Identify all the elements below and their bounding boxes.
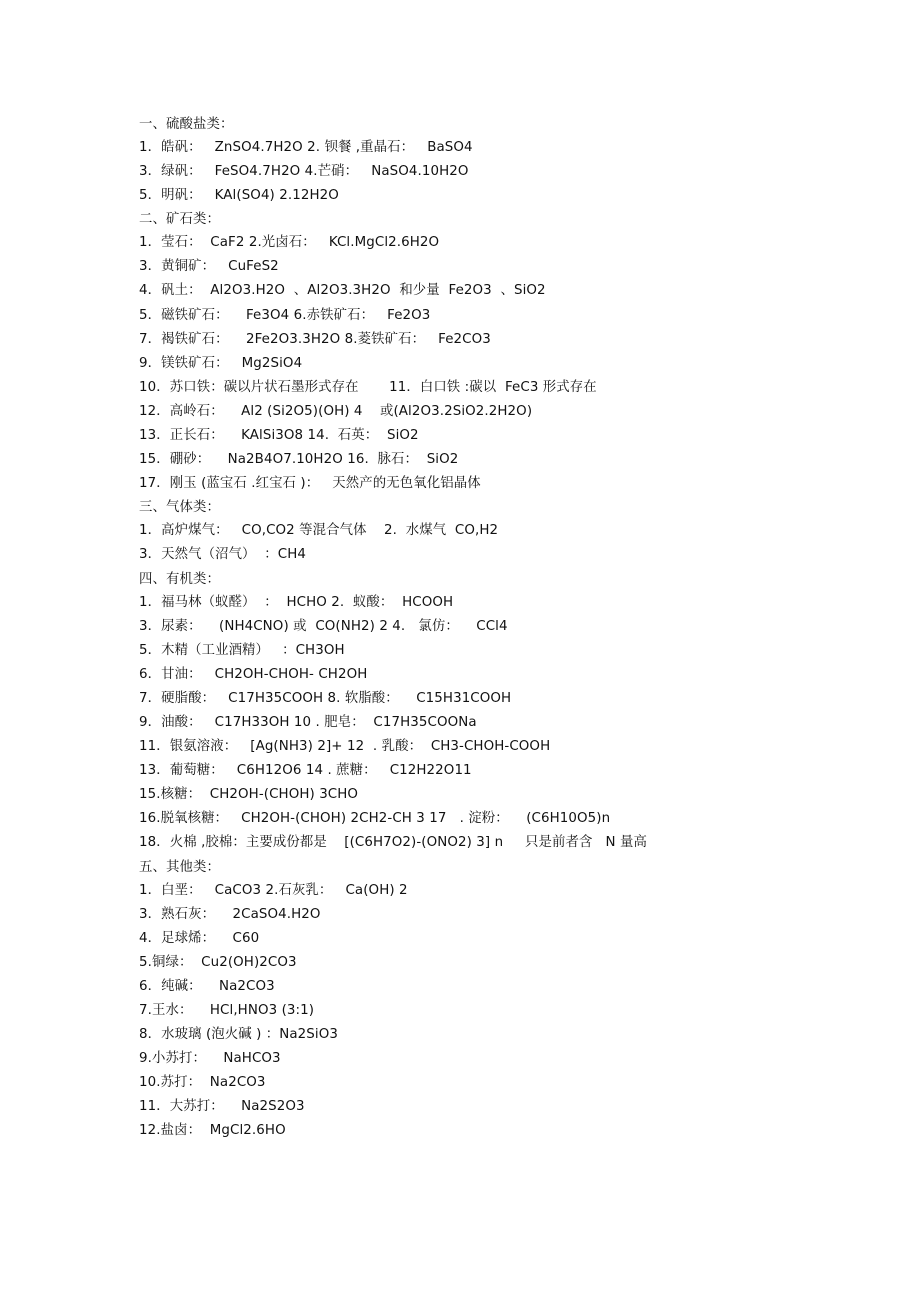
- list-item: 10．苏口铁：碳以片状石墨形式存在 11．白口铁 :碳以 FeC3 形式存在: [139, 379, 597, 395]
- list-item: 1．高炉煤气： CO,CO2 等混合气体 2. 水煤气 CO,H2: [139, 523, 499, 539]
- list-item: 7.王水： HCl,HNO3 (3:1): [139, 1003, 315, 1018]
- section-heading: 四、有机类：: [139, 571, 220, 587]
- list-item: 1．莹石： CaF2 2.光卤石： KCl.MgCl2.6H2O: [139, 235, 440, 251]
- list-item: 3．天然气（沼气） ：CH4: [139, 547, 306, 563]
- list-item: 16.脱氧核糖： CH2OH-(CHOH) 2CH2-CH 3 17 . 淀粉： (C6H10O5)n: [139, 811, 611, 827]
- list-item: 3．熟石灰： 2CaSO4.H2O: [139, 906, 321, 922]
- list-item: 12．高岭石： Al2 (Si2O5)(OH) 4 或(Al2O3.2SiO2.2H2O): [139, 403, 533, 419]
- list-item: 4．足球烯： C60: [139, 930, 260, 946]
- list-item: 8．水玻璃 (泡火碱 ) ：Na2SiO3: [139, 1027, 338, 1043]
- list-item: 3．绿矾： FeSO4.7H2O 4.芒硝： NaSO4.10H2O: [139, 164, 469, 180]
- list-item: 7．褐铁矿石： 2Fe2O3.3H2O 8.菱铁矿石： Fe2CO3: [139, 331, 491, 347]
- section-heading: 二、矿石类：: [139, 212, 220, 228]
- list-item: 12.盐卤： MgCl2.6HO: [139, 1123, 286, 1139]
- list-item: 17．刚玉 (蓝宝石 .红宝石 )： 天然产的无色氧化铝晶体: [139, 476, 481, 492]
- list-item: 4．矾土： Al2O3.H2O 、Al2O3.3H2O 和少量 Fe2O3 、SiO2: [139, 283, 546, 299]
- list-item: 3．尿素： (NH4CNO) 或 CO(NH2) 2 4. 氯仿： CCl4: [139, 618, 508, 634]
- list-item: 11．银氨溶液： [Ag(NH3) 2]+ 12 . 乳酸： CH3-CHOH-COOH: [139, 739, 551, 755]
- list-item: 6．纯碱： Na2CO3: [139, 978, 275, 994]
- list-item: 5．磁铁矿石： Fe3O4 6.赤铁矿石： Fe2O3: [139, 307, 431, 323]
- list-item: 5.铜绿： Cu2(OH)2CO3: [139, 954, 297, 970]
- list-item: 15．硼砂： Na2B4O7.10H2O 16. 脉石： SiO2: [139, 452, 459, 468]
- list-item: 1．福马林（蚁醛） ： HCHO 2. 蚁酸： HCOOH: [139, 594, 454, 610]
- list-item: 5．木精（工业酒精） ：CH3OH: [139, 642, 345, 658]
- list-item: 18．火棉 ,胶棉：主要成份都是 [(C6H7O2)-(ONO2) 3] n 只是前者含 N 量高: [139, 835, 647, 851]
- list-item: 1．皓矾： ZnSO4.7H2O 2. 钡餐 ,重晶石： BaSO4: [139, 140, 473, 155]
- document-body: [139, 113, 839, 1144]
- list-item: 7．硬脂酸： C17H35COOH 8. 软脂酸： C15H31COOH: [139, 690, 512, 706]
- list-item: 3．黄铜矿： CuFeS2: [139, 259, 279, 275]
- section-heading: 三、气体类：: [139, 500, 220, 516]
- list-item: 9．镁铁矿石： Mg2SiO4: [139, 355, 303, 371]
- list-item: 13．葡萄糖： C6H12O6 14 . 蔗糖： C12H22O11: [139, 763, 472, 779]
- list-item: 1．白垩： CaCO3 2.石灰乳： Ca(OH) 2: [139, 882, 408, 898]
- section-heading: 一、硫酸盐类：: [139, 117, 234, 132]
- list-item: 5．明矾： KAl(SO4) 2.12H2O: [139, 188, 339, 204]
- list-item: 10.苏打： Na2CO3: [139, 1075, 266, 1091]
- list-item: 6．甘油： CH2OH-CHOH- CH2OH: [139, 666, 368, 682]
- list-item: 9.小苏打： NaHCO3: [139, 1051, 281, 1067]
- list-item: 15.核糖： CH2OH-(CHOH) 3CHO: [139, 787, 359, 803]
- list-item: 11．大苏打： Na2S2O3: [139, 1099, 305, 1115]
- list-item: 13．正长石： KAlSi3O8 14. 石英： SiO2: [139, 428, 419, 444]
- section-heading: 五、其他类：: [139, 859, 220, 875]
- list-item: 9．油酸： C17H33OH 10 . 肥皂： C17H35COONa: [139, 714, 477, 730]
